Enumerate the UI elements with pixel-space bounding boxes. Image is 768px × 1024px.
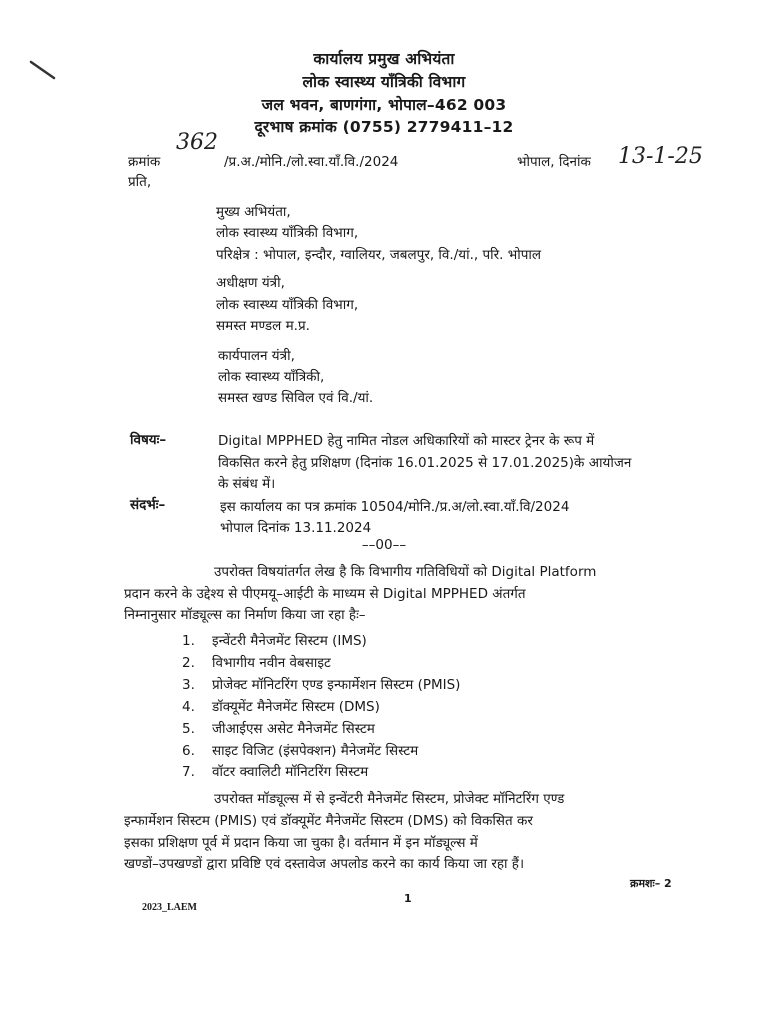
addressee-3-line-2: लोक स्वास्थ्य यॉंत्रिकी, [218,369,325,385]
module-number: 7. [182,764,195,780]
addressee-3-line-3: समस्त खण्ड सिविल एवं वि./यां. [218,390,374,406]
reference-letter-label: संदर्भः– [130,497,166,513]
module-text: प्रोजेक्ट मॉनिटरिंग एण्ड इन्फार्मेशन सिस्टम (PMIS) [212,677,461,693]
continued-marker: क्रमशः– 2 [630,877,672,890]
para2-line-4: खण्डों–उपखण्डों द्वारा प्रविष्टि एवं दस्तावेज अपलोड करने का कार्य किया जा रहा हैं। [124,856,525,872]
module-item-3 [182,675,460,693]
reference-label: क्रमांक [128,154,161,170]
module-number: 6. [182,743,195,759]
handwritten-reference-number: 362 [176,130,218,155]
office-phone: दूरभाष क्रमांक (0755) 2779411–12 [254,118,514,136]
para2-line-2: इन्फार्मेशन सिस्टम (PMIS) एवं डॉक्यूमेंट मैनेजमेंट सिस्टम (DMS) को विकसित कर [124,813,533,829]
module-number: 5. [182,721,195,737]
module-number: 3. [182,677,195,693]
module-number: 4. [182,699,195,715]
module-item-5 [182,719,375,737]
module-item-6 [182,741,418,759]
addressee-1-line-3: परिक्षेत्र : भोपाल, इन्दौर, ग्वालियर, जबलपुर, वि./यां., परि. भोपाल [216,247,542,263]
addressee-1-line-1: मुख्य अभियंता, [216,204,291,220]
module-item-7 [182,762,368,780]
para1-line-3: निम्नानुसार मॉड्यूल्स का निर्माण किया जा रहा हैः– [124,607,366,623]
addressee-1-line-2: लोक स्वास्थ्य यॉंत्रिकी विभाग, [216,225,359,241]
para1-line-2: प्रदान करने के उद्देश्य से पीएमयू–आईटी के माध्यम से Digital MPPHED अंतर्गत [124,586,526,602]
reference-letter-line-2: भोपाल दिनांक 13.11.2024 [220,520,372,536]
subject-line-2: विकसित करने हेतु प्रशिक्षण (दिनांक 16.01.2025 से 17.01.2025)के आयोजन [218,455,632,471]
department-name: लोक स्वास्थ्य यॉंत्रिकी विभाग [302,73,466,91]
subject-label: विषयः– [130,432,167,448]
subject-line-1: Digital MPPHED हेतु नामित नोडल अधिकारियों को मास्टर ट्रेनर के रूप में [218,433,595,449]
footer-code: 2023_LAEM [142,902,197,913]
place-date-label: भोपाल, दिनांक [517,154,591,170]
para1-line-1: उपरोक्त विषयांतर्गत लेख है कि विभागीय गतिविधियों को Digital Platform [214,564,597,580]
module-text: डॉक्यूमेंट मैनेजमेंट सिस्टम (DMS) [212,699,380,715]
reference-letter-line-1: इस कार्यालय का पत्र क्रमांक 10504/मोनि./प्र.अ/लो.स्वा.यॉं.वि/2024 [220,499,570,515]
para2-line-3: इसका प्रशिक्षण पूर्व में प्रदान किया जा चुका है। वर्तमान में इन मॉड्यूल्स में [124,835,478,851]
handwritten-date: 13-1-25 [618,144,703,169]
page-number: 1 [404,892,412,905]
module-text: जीआईएस असेट मैनेजमेंट सिस्टम [212,721,375,737]
para2-line-1: उपरोक्त मॉड्यूल्स में से इन्वेंटरी मैनेजमेंट सिस्टम, प्रोजेक्ट मॉनिटरिंग एण्ड [214,791,565,807]
office-address: जल भवन, बाणगंगा, भोपाल–462 003 [261,96,507,114]
module-text: साइट विजिट (इंसपेक्शन) मैनेजमेंट सिस्टम [212,743,419,759]
reference-number: /प्र.अ./मोनि./लो.स्वा.यॉं.वि./2024 [224,154,399,170]
module-number: 1. [182,633,195,649]
subject-line-3: के संबंध में। [218,476,276,492]
addressee-3-line-1: कार्यपालन यंत्री, [218,348,295,364]
module-text: इन्वेंटरी मैनेजमेंट सिस्टम (IMS) [212,633,367,649]
module-text: विभागीय नवीन वेबसाइट [212,655,331,671]
module-item-2 [182,653,331,671]
addressee-2-line-3: समस्त मण्डल म.प्र. [216,318,310,334]
module-item-4 [182,697,380,715]
module-item-1 [182,631,367,649]
module-number: 2. [182,655,195,671]
office-title: कार्यालय प्रमुख अभियंता [313,50,455,68]
section-separator: ––00–– [361,537,407,553]
module-text: वॉटर क्वालिटी मॉनिटरिंग सिस्टम [212,764,369,780]
addressee-2-line-1: अधीक्षण यंत्री, [216,275,285,291]
addressee-2-line-2: लोक स्वास्थ्य यॉंत्रिकी विभाग, [216,297,359,313]
to-label: प्रति, [128,174,152,190]
